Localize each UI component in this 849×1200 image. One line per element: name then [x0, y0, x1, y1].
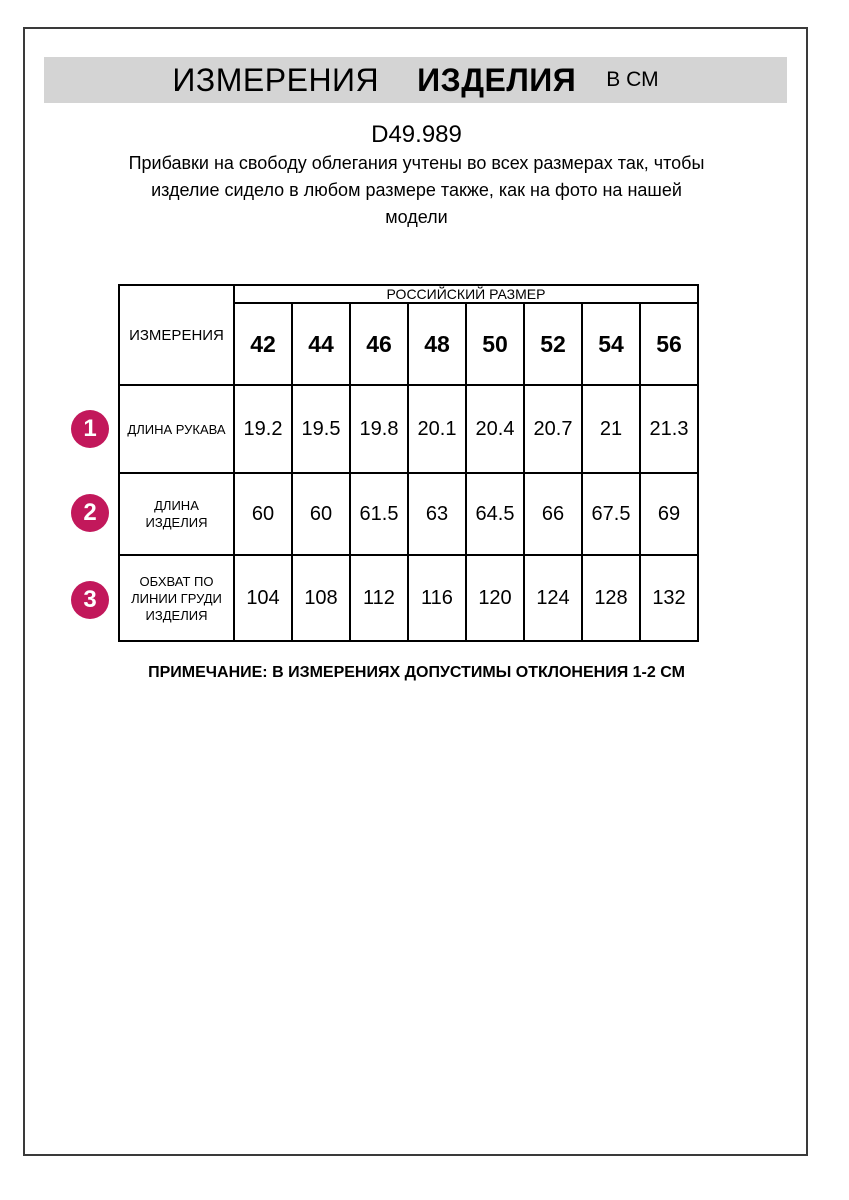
- table-group-header-row: [119, 285, 698, 303]
- measurement-value: 21: [582, 385, 640, 473]
- measurements-corner-cell: ИЗМЕРЕНИЯ: [119, 285, 234, 385]
- title-bar: [44, 57, 787, 103]
- measurement-value: 19.5: [292, 385, 350, 473]
- measurement-value: 60: [292, 473, 350, 555]
- measurement-value: 19.8: [350, 385, 408, 473]
- row-number-badge-1: 1: [71, 410, 109, 448]
- measurement-value: 64.5: [466, 473, 524, 555]
- measurement-value: 20.7: [524, 385, 582, 473]
- table-row-chest-girth: [119, 555, 698, 641]
- row-label-item-length: [119, 473, 234, 555]
- measurement-value: 66: [524, 473, 582, 555]
- row-label-text: ДЛИНА РУКАВА: [127, 421, 226, 437]
- page-title-unit: В СМ: [606, 68, 659, 91]
- measurement-value: 63: [408, 473, 466, 555]
- measurement-value: 120: [466, 555, 524, 641]
- row-number-badge-2: 2: [71, 494, 109, 532]
- fit-description: [23, 150, 810, 231]
- description-line: изделие сидело в любом размере также, как на фото на нашей: [151, 180, 682, 200]
- size-column-header: 48: [408, 303, 466, 385]
- measurement-value: 19.2: [234, 385, 292, 473]
- page-title: ИЗМЕРЕНИЯ: [172, 61, 380, 98]
- size-column-header: 54: [582, 303, 640, 385]
- measurement-value: 112: [350, 555, 408, 641]
- measurement-value: 116: [408, 555, 466, 641]
- measurement-value: 20.4: [466, 385, 524, 473]
- measurement-value: 60: [234, 473, 292, 555]
- product-code: D49.989: [371, 121, 462, 148]
- measurement-value: 20.1: [408, 385, 466, 473]
- measurement-value: 61.5: [350, 473, 408, 555]
- description-line: модели: [385, 207, 448, 227]
- measurement-value: 21.3: [640, 385, 698, 473]
- measurement-value: 108: [292, 555, 350, 641]
- row-label-text: ОБХВАТ ПО ЛИНИИ ГРУДИ ИЗДЕЛИЯ: [131, 573, 222, 623]
- size-column-header: 50: [466, 303, 524, 385]
- tolerance-note: ПРИМЕЧАНИЕ: В ИЗМЕРЕНИЯХ ДОПУСТИМЫ ОТКЛОНЕНИЯ 1-2 СМ: [148, 664, 685, 681]
- description-line: Прибавки на свободу облегания учтены во всех размерах так, чтобы: [128, 153, 705, 173]
- measurement-value: 124: [524, 555, 582, 641]
- table-row-sleeve-length: [119, 385, 698, 473]
- russian-size-header: РОССИЙСКИЙ РАЗМЕР: [234, 285, 698, 303]
- measurement-value: 69: [640, 473, 698, 555]
- size-column-header: 44: [292, 303, 350, 385]
- row-label-sleeve-length: [119, 385, 234, 473]
- size-column-header: 42: [234, 303, 292, 385]
- measurement-value: 128: [582, 555, 640, 641]
- measurement-value: 132: [640, 555, 698, 641]
- size-measurements-table: [118, 284, 699, 642]
- size-column-header: 46: [350, 303, 408, 385]
- row-label-text: ДЛИНА ИЗДЕЛИЯ: [145, 498, 208, 530]
- row-number-badge-3: 3: [71, 581, 109, 619]
- measurement-value: 67.5: [582, 473, 640, 555]
- size-column-header: 52: [524, 303, 582, 385]
- measurement-value: 104: [234, 555, 292, 641]
- page-title-emphasis: ИЗДЕЛИЯ: [417, 61, 577, 98]
- table-row-item-length: [119, 473, 698, 555]
- size-column-header: 56: [640, 303, 698, 385]
- row-label-chest-girth: [119, 555, 234, 641]
